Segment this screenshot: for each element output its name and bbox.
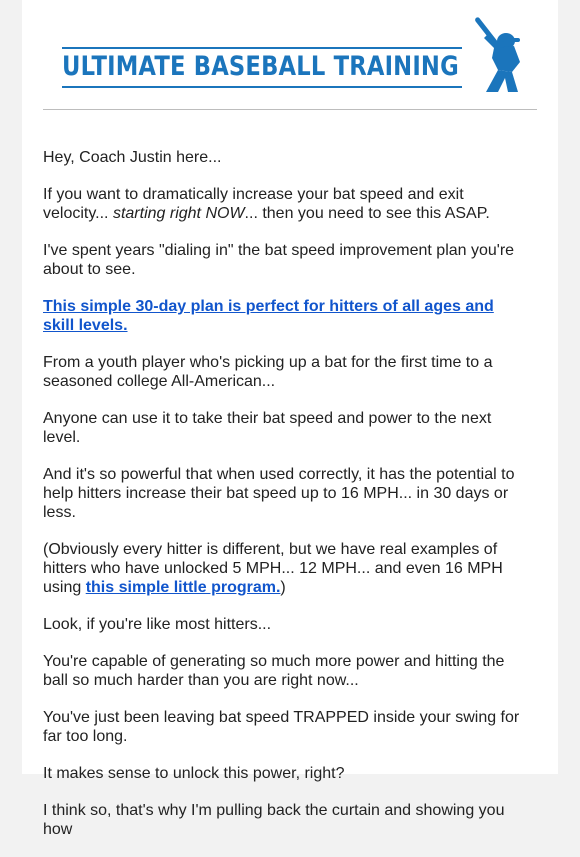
paragraph: I think so, that's why I'm pulling back the curtain and showing you how <box>43 802 505 838</box>
logo-text: ULTIMATE BASEBALL TRAINING <box>62 51 459 82</box>
paragraph <box>43 297 527 335</box>
paragraph: (Obviously every hitter is different, but we have real examples of hitters who have unlocked 5 MPH... 12 MPH... and even 16 MPH using this simple little program.) <box>43 541 503 596</box>
brand-logo[interactable] <box>62 16 532 96</box>
paragraph: Look, if you're like most hitters... <box>43 616 272 633</box>
email-content <box>43 148 527 857</box>
logo-rule-bottom <box>62 86 462 88</box>
baseball-batter-icon <box>468 16 534 92</box>
logo-rule-top <box>62 47 462 49</box>
paragraph: Anyone can use it to take their bat speed and power to the next level. <box>43 410 492 446</box>
header-divider <box>43 109 537 110</box>
paragraph: It makes sense to unlock this power, right? <box>43 765 345 782</box>
paragraph: You've just been leaving bat speed TRAPPED inside your swing for far too long. <box>43 709 520 745</box>
email-body <box>22 0 558 838</box>
paragraph: I've spent years "dialing in" the bat speed improvement plan you're about to see. <box>43 242 515 278</box>
program-link[interactable]: this simple little program. <box>85 579 281 596</box>
greeting: Hey, Coach Justin here... <box>43 149 222 166</box>
emphasis-text: starting right NOW <box>112 205 245 222</box>
plan-link[interactable]: This simple 30-day plan is perfect for hitters of all ages and skill levels. <box>43 298 494 334</box>
paragraph: From a youth player who's picking up a bat for the first time to a seasoned college All-American... <box>43 354 493 390</box>
paragraph: If you want to dramatically increase your bat speed and exit velocity... starting right NOW... then you need to see this ASAP. <box>43 186 490 222</box>
paragraph: You're capable of generating so much more power and hitting the ball so much harder than you are right now... <box>43 653 505 689</box>
paragraph: And it's so powerful that when used correctly, it has the potential to help hitters increase their bat speed up to 16 MPH... in 30 days or less. <box>43 466 515 521</box>
